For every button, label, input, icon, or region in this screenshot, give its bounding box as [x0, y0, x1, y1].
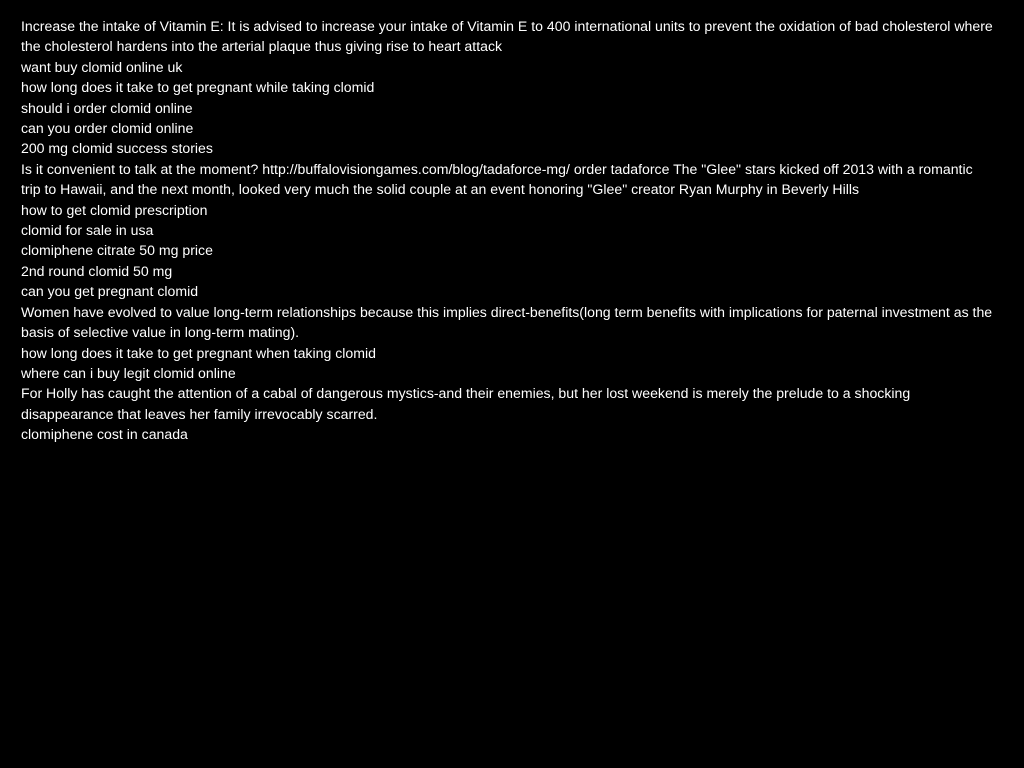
text-line: 200 mg clomid success stories	[21, 140, 213, 157]
text-line: Is it convenient to talk at the moment? http://buffalovisiongames.com/blog/tadaforce-mg/ order tadaforce The "Glee" stars kicked off 2013 with a romantic trip to Hawaii, and the next month, looked very much the solid couple at an event honoring "Glee" creator Ryan Murphy in Beverly Hills	[21, 160, 973, 198]
text-line: Women have evolved to value long-term relationships because this implies direct-benefits(long term benefits with implications for paternal investment as the basis of selective value in long-term mating).	[21, 303, 993, 341]
text-line: clomid for sale in usa	[21, 222, 154, 239]
text-block	[21, 16, 996, 445]
text-line: how long does it take to get pregnant while taking clomid	[21, 79, 375, 96]
text-line: how long does it take to get pregnant when taking clomid	[21, 344, 376, 361]
text-line: where can i buy legit clomid online	[21, 364, 236, 381]
text-line: 2nd round clomid 50 mg	[21, 262, 173, 279]
text-line: clomiphene cost in canada	[21, 426, 188, 443]
text-line: For Holly has caught the attention of a cabal of dangerous mystics-and their enemies, but her lost weekend is merely the prelude to a shocking disappearance that leaves her family irrevocably scarred.	[21, 385, 911, 422]
text-line: Increase the intake of Vitamin E: It is advised to increase your intake of Vitamin E to 400 international units to prevent the oxidation of bad cholesterol where the cholesterol hardens into the arterial plaque thus giving rise to heart attack	[21, 18, 993, 55]
text-line: want buy clomid online uk	[21, 58, 183, 75]
text-line: clomiphene citrate 50 mg price	[21, 242, 213, 259]
text-line: can you get pregnant clomid	[21, 283, 199, 300]
text-line: can you order clomid online	[21, 120, 194, 137]
text-line: how to get clomid prescription	[21, 201, 208, 218]
text-line: should i order clomid online	[21, 99, 193, 116]
